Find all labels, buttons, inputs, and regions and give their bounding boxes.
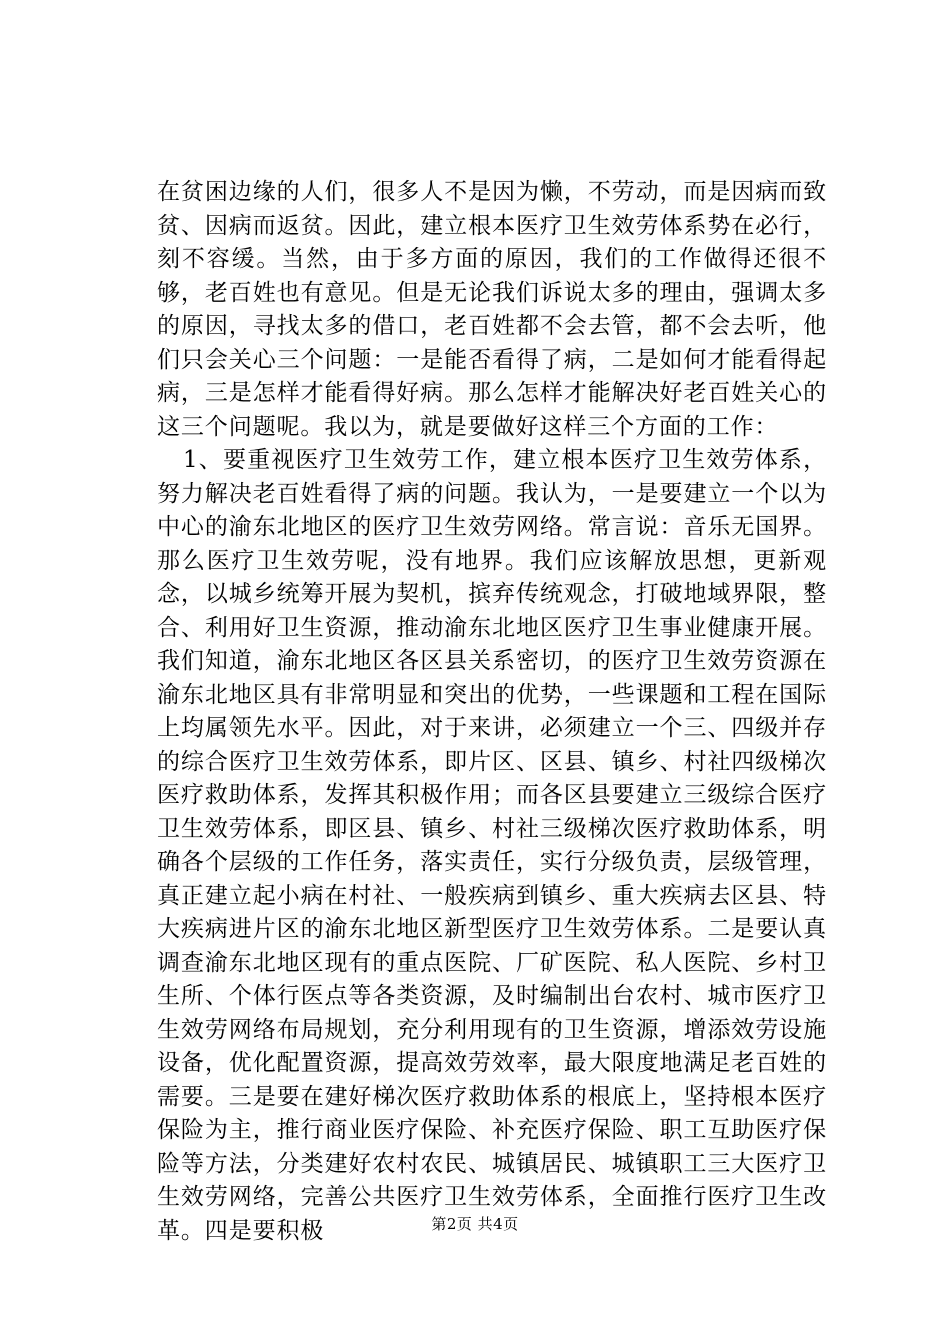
paragraph-intro: 在贫困边缘的人们，很多人不是因为懒，不劳动，而是因病而致贫、因病而返贫。因此，建立根本医疗卫生效劳体系势在必行，刻不容缓。当然，由于多方面的原因，我们的工作做得还很不够，老百姓也有意见。但是无论我们诉说太多的理由，强调太多的原因，寻找太多的借口，老百姓都不会去管，都不会去听，他们只会关心三个问题：一是能否看得了病，二是如何才能看得起病，三是怎样才能看得好病。那么怎样才能解决好老百姓关心的这三个问题呢。我以为，就是要做好这样三个方面的工作： — [157, 179, 827, 440]
document-body — [157, 176, 827, 1248]
page-footer: 第2页 共4页 — [431, 1215, 519, 1233]
paragraph-section-1: 1、要重视医疗卫生效劳工作，建立根本医疗卫生效劳体系，努力解决老百姓看得了病的问题。我认为，一是要建立一个以为中心的渝东北地区的医疗卫生效劳网络。常言说：音乐无国界。那么医疗卫生效劳呢，没有地界。我们应该解放思想，更新观念，以城乡统筹开展为契机，摈弃传统观念，打破地域界限，整合、利用好卫生资源，推动渝东北地区医疗卫生事业健康开展。我们知道，渝东北地区各区县关系密切，的医疗卫生效劳资源在渝东北地区具有非常明显和突出的优势，一些课题和工程在国际上均属领先水平。因此，对于来讲，必须建立一个三、四级并存的综合医疗卫生效劳体系，即片区、区县、镇乡、村社四级梯次医疗救助体系，发挥其积极作用；而各区县要建立三级综合医疗卫生效劳体系，即区县、镇乡、村社三级梯次医疗救助体系，明确各个层级的工作任务，落实责任，实行分级负责，层级管理，真正建立起小病在村社、一般疾病到镇乡、重大疾病去区县、特大疾病进片区的渝东北地区新型医疗卫生效劳体系。二是要认真调查渝东北地区现有的重点医院、厂矿医院、私人医院、乡村卫生所、个体行医点等各类资源，及时编制出台农村、城市医疗卫生效劳网络布局规划，充分利用现有的卫生资源，增添效劳设施设备，优化配置资源，提高效劳效率，最大限度地满足老百姓的需要。三是要在建好梯次医疗救助体系的根底上，坚持根本医疗保险为主，推行商业医疗保险、补充医疗保险、职工互助医疗保险等方法，分类建好农村农民、城镇居民、城镇职工三大医疗卫生效劳网络，完善公共医疗卫生效劳体系，全面推行医疗卫生改革。四是要积极 — [157, 447, 827, 1244]
